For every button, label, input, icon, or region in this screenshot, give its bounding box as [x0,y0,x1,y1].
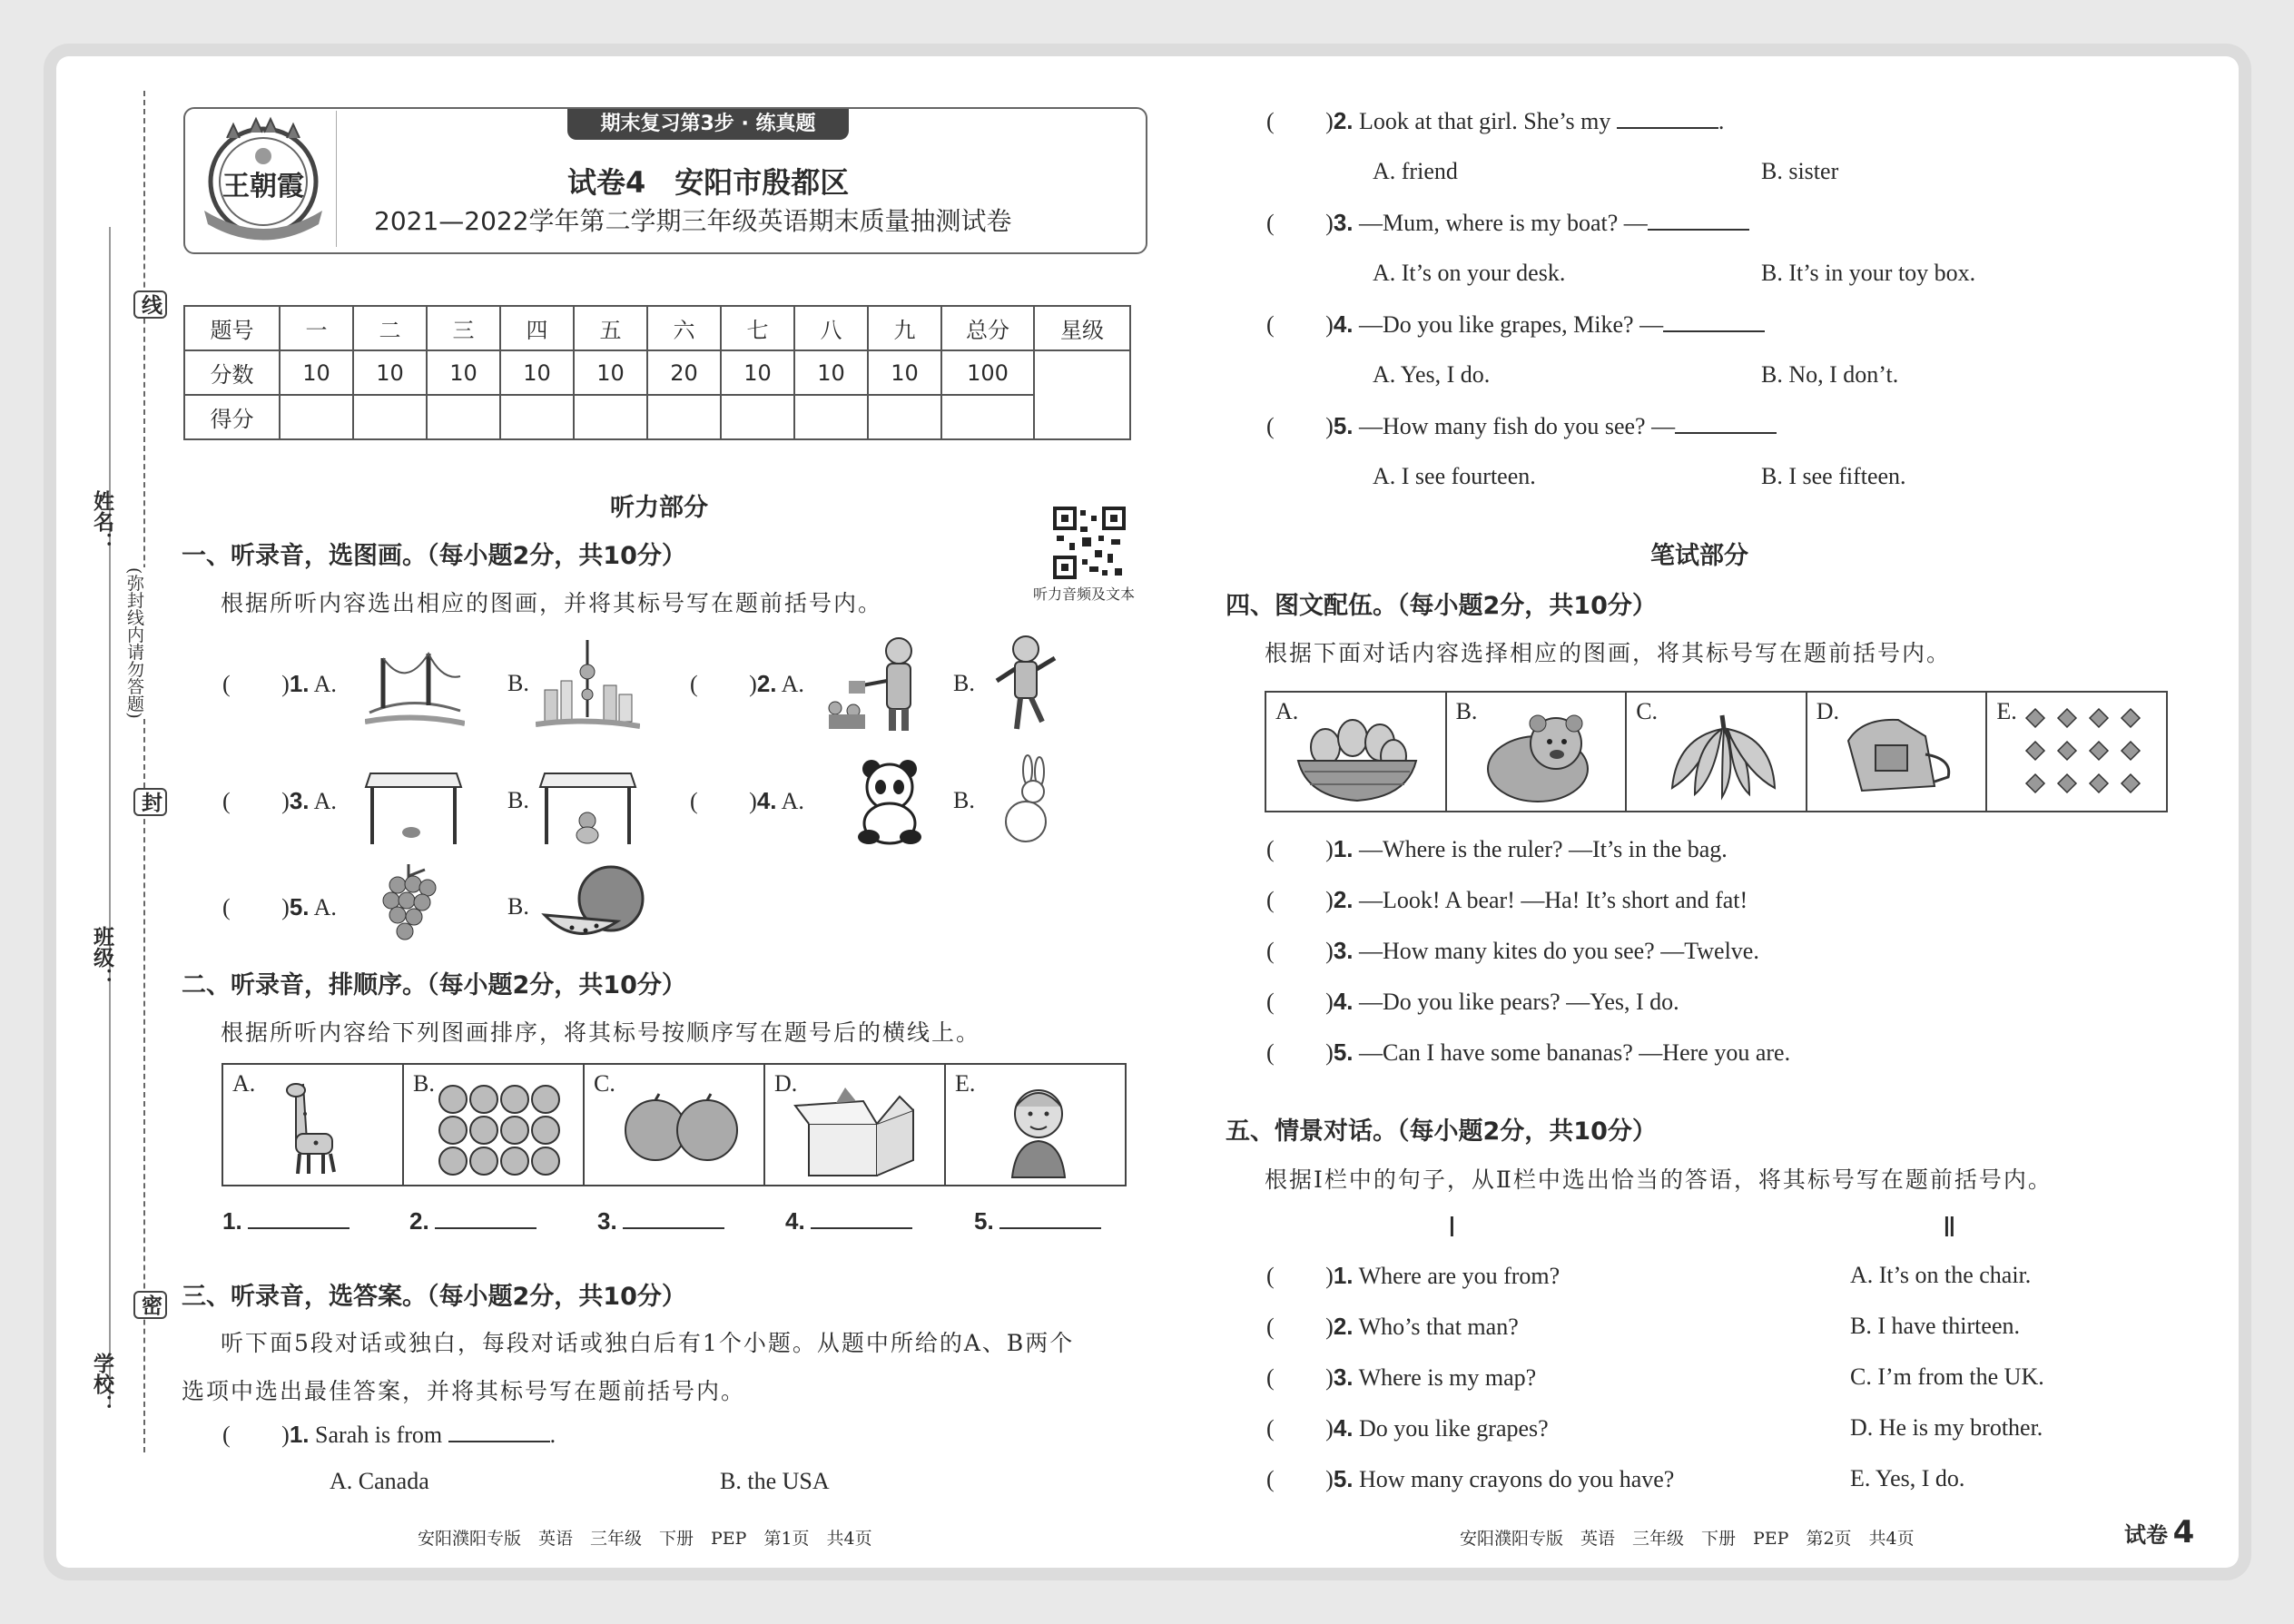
pears-basket-icon [1294,706,1421,804]
s5-option-a: A. It’s on the chair. [1850,1262,2032,1288]
column-2-heading: Ⅱ [1943,1213,1956,1243]
watering-flowers-picture[interactable] [822,631,930,735]
name-label: 姓名： [90,490,113,553]
score-input-cell[interactable] [574,395,647,439]
score-earned-row [184,395,1130,439]
s3-q2: ( )2. Look at that girl. She’s my . [1266,107,1725,134]
class-field[interactable] [107,635,111,917]
name-field[interactable] [107,227,111,490]
picture-cell-d[interactable] [1807,693,1988,811]
listening-title: 听力部分 [610,494,708,522]
picture-cell-d[interactable] [765,1065,946,1185]
score-cell: 10 [500,350,574,395]
panda-picture[interactable] [849,755,930,846]
section-3-instruction-2: 选项中选出最佳答案，并将其标号写在题前括号内。 [182,1378,746,1404]
s2-answer-1: 1. [222,1207,350,1235]
s2-answer-5: 5. [974,1207,1101,1235]
s3-q1: ( )1. Sarah is from . [222,1421,556,1448]
s3-q4-option-a: A. Yes, I do. [1373,361,1491,388]
section-5-instruction: 根据Ⅰ栏中的句子，从Ⅱ栏中选出恰当的答语，将其标号写在题前括号内。 [1265,1166,2053,1193]
s3-q3-option-a: A. It’s on your desk. [1373,260,1566,286]
footer-tag [2124,1514,2194,1550]
score-input-cell[interactable] [647,395,721,439]
score-cell: 五 [574,306,647,350]
score-cell: 一 [280,306,353,350]
picture-cell-a[interactable] [1266,693,1447,811]
s5-q3: ( )3. Where is my map? [1266,1363,1537,1391]
rabbit-picture[interactable] [989,753,1062,849]
section-5-title: 五、情景对话。（每小题2分，共10分） [1226,1117,1657,1146]
score-cell: 七 [721,306,794,350]
s1-q1: ( )1. A. [222,670,337,697]
score-cell: 九 [868,306,941,350]
s1-q2: ( )2. A. [690,670,804,697]
oranges-icon [621,1092,739,1165]
header-badge: 期末复习第3步 · 练真题 [567,109,849,140]
school-label: 学校： [90,1353,113,1415]
picture-label: C. [594,1070,615,1097]
s5-option-c: C. I’m from the UK. [1850,1363,2044,1390]
score-input-cell[interactable] [427,395,500,439]
picture-label: B. [1455,698,1478,724]
s3-q1-option-b: B. the USA [720,1468,830,1494]
header-divider [336,111,337,247]
s5-q1: ( )1. Where are you from? [1266,1262,1561,1289]
score-cell: 题号 [184,306,280,350]
s2-answer-3: 3. [597,1207,724,1235]
picture-cell-c[interactable] [585,1065,765,1185]
picture-cell-a[interactable] [223,1065,404,1185]
watermelon-picture[interactable] [540,862,645,949]
s3-q4-option-b: B. No, I don’t. [1761,361,1899,388]
star-rating-cell[interactable] [1034,350,1130,439]
picture-cell-b[interactable] [404,1065,585,1185]
score-input-cell[interactable] [500,395,574,439]
score-header-row [184,306,1130,350]
s5-option-b: B. I have thirteen. [1850,1313,2020,1339]
score-cell: 星级 [1034,306,1130,350]
qr-caption: 听力音频及文本 [1033,586,1136,603]
seal-line-char: 线 [133,290,167,319]
section-4-instruction: 根据下面对话内容选择相应的图画，将其标号写在题前括号内。 [1265,640,1952,666]
score-cell: 三 [427,306,500,350]
score-input-cell[interactable] [794,395,868,439]
giraffe-icon [269,1078,341,1177]
section-4-title: 四、图文配伍。（每小题2分，共10分） [1226,592,1657,620]
s3-q2-option-a: A. friend [1373,158,1458,184]
section-4-picture-strip [1265,691,2168,812]
seal-seal-char: 封 [133,788,167,816]
score-cell: 得分 [184,395,280,439]
score-input-cell[interactable] [868,395,941,439]
exercising-man-picture[interactable] [989,631,1062,735]
s3-q3-option-b: B. It’s in your toy box. [1761,260,1976,286]
s5-q2: ( )2. Who’s that man? [1266,1313,1519,1340]
score-cell: 100 [941,350,1034,395]
section-2-instruction: 根据所听内容给下列图画排序，将其标号按顺序写在题号后的横线上。 [221,1019,981,1046]
order-blank[interactable] [435,1226,537,1229]
bananas-icon [1659,711,1786,802]
old-man-icon [1005,1079,1073,1179]
fill-blank[interactable] [448,1440,550,1442]
s1-q3: ( )3. A. [222,787,337,814]
bear-icon [1479,705,1597,803]
s4-q3: ( )3. —How many kites do you see? —Twelve. [1266,937,1759,964]
picture-cell-e[interactable] [1987,693,2166,811]
under-table-animal-picture[interactable] [536,755,640,846]
score-points-row [184,350,1130,395]
s2-answer-2: 2. [409,1207,537,1235]
s3-q1-option-a: A. Canada [330,1468,429,1494]
section-1-instruction: 根据所听内容选出相应的图画，并将其标号写在题前括号内。 [221,590,883,616]
s1-q5-b: B. [507,893,529,920]
picture-cell-c[interactable] [1627,693,1807,811]
score-cell: 八 [794,306,868,350]
footer-tag-number: 4 [2172,1514,2195,1550]
s5-option-e: E. Yes, I do. [1850,1465,1965,1491]
s5-q4: ( )4. Do you like grapes? [1266,1414,1549,1442]
order-blank[interactable] [811,1226,912,1229]
s1-q5: ( )5. A. [222,893,337,920]
s3-q3: ( )3. —Mum, where is my boat? — [1266,209,1749,237]
picture-label: B. [413,1070,435,1097]
picture-label: E. [1996,698,2017,724]
balls-icon [437,1083,564,1178]
fill-blank[interactable] [1617,126,1718,129]
grapes-picture[interactable] [375,862,443,949]
s5-q5: ( )5. How many crayons do you have? [1266,1465,1675,1492]
school-field[interactable] [107,1062,111,1343]
class-label: 班级： [90,926,113,989]
score-cell: 10 [721,350,794,395]
score-input-cell[interactable] [941,395,1034,439]
picture-label: E. [955,1070,976,1097]
fill-blank[interactable] [1663,330,1765,332]
picture-cell-b[interactable] [1447,693,1628,811]
score-input-cell[interactable] [721,395,794,439]
order-blank[interactable] [999,1226,1101,1229]
score-cell: 10 [794,350,868,395]
score-table [183,305,1131,440]
score-cell: 10 [868,350,941,395]
footer-left: 安阳濮阳专版 英语 三年级 下册 PEP 第1页 共4页 [418,1529,872,1549]
bag-icon [1835,709,1962,800]
s4-q4: ( )4. —Do you like pears? —Yes, I do. [1266,988,1679,1015]
logo-text: 王朝霞 [222,171,304,202]
order-blank[interactable] [623,1226,724,1229]
section-3-instruction-1: 听下面5段对话或独白，每段对话或独白后有1个小题。从题中所给的A、B两个 [221,1330,1075,1356]
score-input-cell[interactable] [353,395,427,439]
picture-label: D. [774,1070,798,1097]
score-cell: 20 [647,350,721,395]
s3-q5: ( )5. —How many fish do you see? — [1266,412,1777,440]
under-table-picture[interactable] [361,755,466,846]
section-1-title: 一、听录音，选图画。（每小题2分，共10分） [182,542,686,570]
picture-label: A. [232,1070,256,1097]
writing-title: 笔试部分 [1650,542,1748,570]
s1-q4-b: B. [953,787,975,813]
bridge-picture[interactable] [365,640,465,731]
s3-q2-option-b: B. sister [1761,158,1839,184]
seal-notice: (弥封线内请勿答题) [123,567,147,719]
column-1-heading: Ⅰ [1448,1213,1456,1243]
s3-q5-option-b: B. I see fifteen. [1761,463,1906,489]
score-cell: 分数 [184,350,280,395]
score-cell: 总分 [941,306,1034,350]
s1-q1-b: B. [507,670,529,696]
qr-code[interactable] [1053,507,1126,579]
box-icon [791,1083,927,1178]
s1-q3-b: B. [507,787,529,813]
section-2-picture-strip [222,1063,1127,1186]
picture-cell-e[interactable] [946,1065,1125,1185]
section-2-title: 二、听录音，排顺序。（每小题2分，共10分） [182,971,686,999]
s1-q4: ( )4. A. [690,787,804,814]
picture-label: A. [1275,698,1299,724]
fill-blank[interactable] [1675,431,1777,434]
s4-q2: ( )2. —Look! A bear! —Ha! It’s short and fat! [1266,886,1748,913]
city-tower-picture[interactable] [536,635,640,733]
score-cell: 六 [647,306,721,350]
score-cell: 二 [353,306,427,350]
seal-secret-char: 密 [133,1291,167,1319]
s2-answer-4: 4. [785,1207,912,1235]
s3-q5-option-a: A. I see fourteen. [1373,463,1536,489]
score-input-cell[interactable] [280,395,353,439]
s4-q1: ( )1. —Where is the ruler? —It’s in the bag. [1266,835,1728,862]
s3-q4: ( )4. —Do you like grapes, Mike? — [1266,310,1765,339]
footer-tag-label: 试卷 [2124,1522,2168,1548]
footer-right: 安阳濮阳专版 英语 三年级 下册 PEP 第2页 共4页 [1460,1529,1915,1549]
kites-icon [2022,702,2149,803]
score-cell: 10 [427,350,500,395]
score-cell: 四 [500,306,574,350]
s1-q2-b: B. [953,670,975,696]
order-blank[interactable] [248,1226,350,1229]
picture-label: C. [1636,698,1659,724]
exam-title: 试卷4 安阳市殷都区 [567,165,850,200]
score-cell: 10 [353,350,427,395]
exam-subtitle: 2021—2022学年第二学期三年级英语期末质量抽测试卷 [374,206,1012,236]
s5-option-d: D. He is my brother. [1850,1414,2043,1441]
score-cell: 10 [574,350,647,395]
s4-q5: ( )5. —Can I have some bananas? —Here you are. [1266,1038,1791,1066]
picture-label: D. [1816,698,1840,724]
section-3-title: 三、听录音，选答案。（每小题2分，共10分） [182,1283,686,1311]
fill-blank[interactable] [1648,228,1749,231]
score-cell: 10 [280,350,353,395]
